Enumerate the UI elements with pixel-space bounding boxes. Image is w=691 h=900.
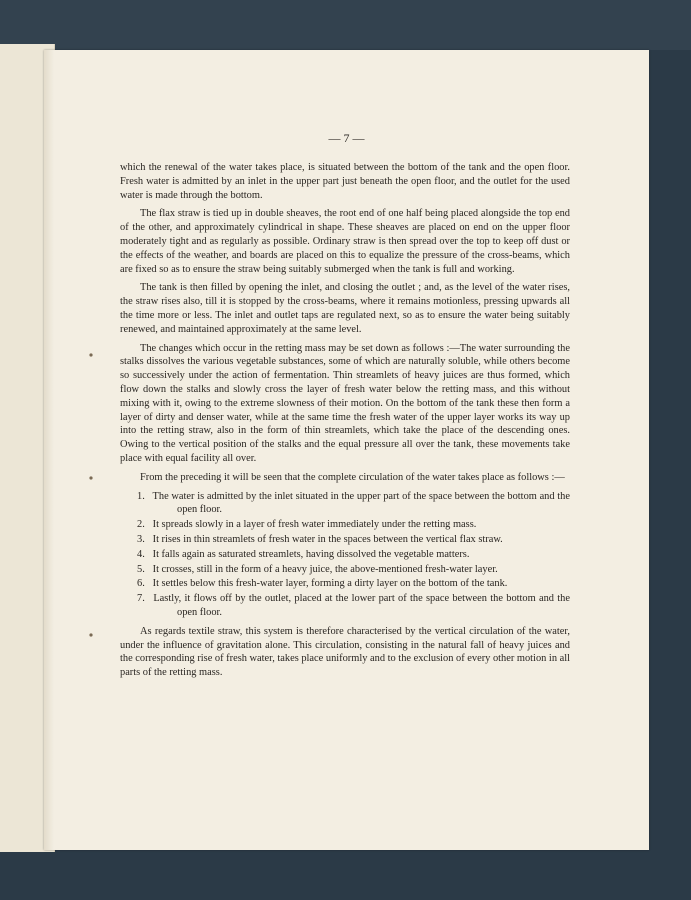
step-number: 2. — [137, 519, 145, 531]
document-page — [44, 50, 649, 850]
paragraph: The changes which occur in the retting mass may be set down as follows :—The water surrounding the stalks dissolves the various vegetable substances, some of which are naturally soluble, while others become so successively under the action of fermentation. Thin streamlets of heavy juices are thus formed, which flow down the stalks and slowly cross the layer of fresh water below the retting mass, and this without mixing with it, owing to the extreme slowness of their motion. On the bottom of the tank these then form a layer of dirty and denser water, while at the same time the fresh water of the upper layer works its way up into the retting straw, also in the form of thin streamlets, which take the place of the descending ones. Owing to the vertical position of the stalks and the equal pressure all over the tank, these movements take place with equal facility all over. — [120, 342, 570, 464]
list-item — [120, 518, 570, 532]
list-item — [120, 577, 570, 591]
paragraph: The flax straw is tied up in double sheaves, the root end of one half being placed alongside the top end of the other, and approximately cylindrical in shape. These sheaves are placed on end on the upper floor moderately tight and as regularly as possible. Ordinary straw is then spread over the top to keep off dust or the effects of the weather, and boards are placed on this to equalize the pressure of the cross-beams, which are fixed so as to ensure the straw being suitably submerged when the tank is full and working. — [120, 208, 570, 275]
circulation-steps-list — [120, 490, 570, 620]
scan-background — [0, 0, 691, 50]
step-number: 5. — [137, 563, 145, 575]
step-number: 6. — [137, 578, 145, 590]
page-gutter-shadow — [44, 50, 54, 850]
list-item — [120, 533, 570, 547]
step-text: It rises in thin streamlets of fresh water in the spaces between the vertical flax straw. — [152, 533, 503, 545]
step-number: 4. — [137, 548, 145, 560]
body-text — [120, 161, 570, 685]
binding-holes — [88, 350, 98, 715]
step-text: The water is admitted by the inlet situated in the upper part of the space between the bottom and the open floor. — [152, 490, 570, 516]
step-text: Lastly, it flows off by the outlet, placed at the lower part of the space between the bottom and the open floor. — [153, 593, 570, 618]
page-number: — 7 — — [328, 131, 365, 145]
paragraph: which the renewal of the water takes place, is situated between the bottom of the tank and the open floor. Fresh water is admitted by an inlet in the upper part just beneath the open floor, and the outlet for the used water is made through the bottom. — [120, 162, 570, 201]
paragraph: From the preceding it will be seen that the complete circulation of the water takes place as follows :— — [140, 471, 565, 483]
step-number: 7. — [137, 593, 145, 605]
closing-paragraph: As regards textile straw, this system is therefore characterised by the vertical circulation of the water, under the influence of gravitation alone. This circulation, consisting in the natural fall of heavy juices and the corresponding rise of fresh water, takes place uniformly and to the exclusion of every other motion in all parts of the retting mass. — [120, 625, 570, 679]
step-text: It spreads slowly in a layer of fresh water immediately under the retting mass. — [152, 519, 477, 531]
step-number: 1. — [137, 490, 145, 502]
list-item — [120, 563, 570, 577]
list-item — [120, 490, 570, 518]
list-item — [120, 592, 570, 620]
list-item — [120, 548, 570, 562]
step-text: It falls again as saturated streamlets, having dissolved the vegetable matters. — [152, 548, 470, 560]
step-number: 3. — [137, 533, 145, 545]
step-text: It settles below this fresh-water layer, forming a dirty layer on the bottom of the tank. — [152, 578, 508, 590]
paragraph: The tank is then filled by opening the inlet, and closing the outlet ; and, as the level of the water rises, the straw rises also, till it is stopped by the cross-beams, where it remains motionless, pressing upwards all the time more or less. The inlet and outlet taps are regulated next, so as to ensure the water being suitably renewed, and maintained approximately at the same level. — [120, 282, 570, 335]
step-text: It crosses, still in the form of a heavy juice, the above-mentioned fresh-water layer. — [152, 563, 498, 575]
